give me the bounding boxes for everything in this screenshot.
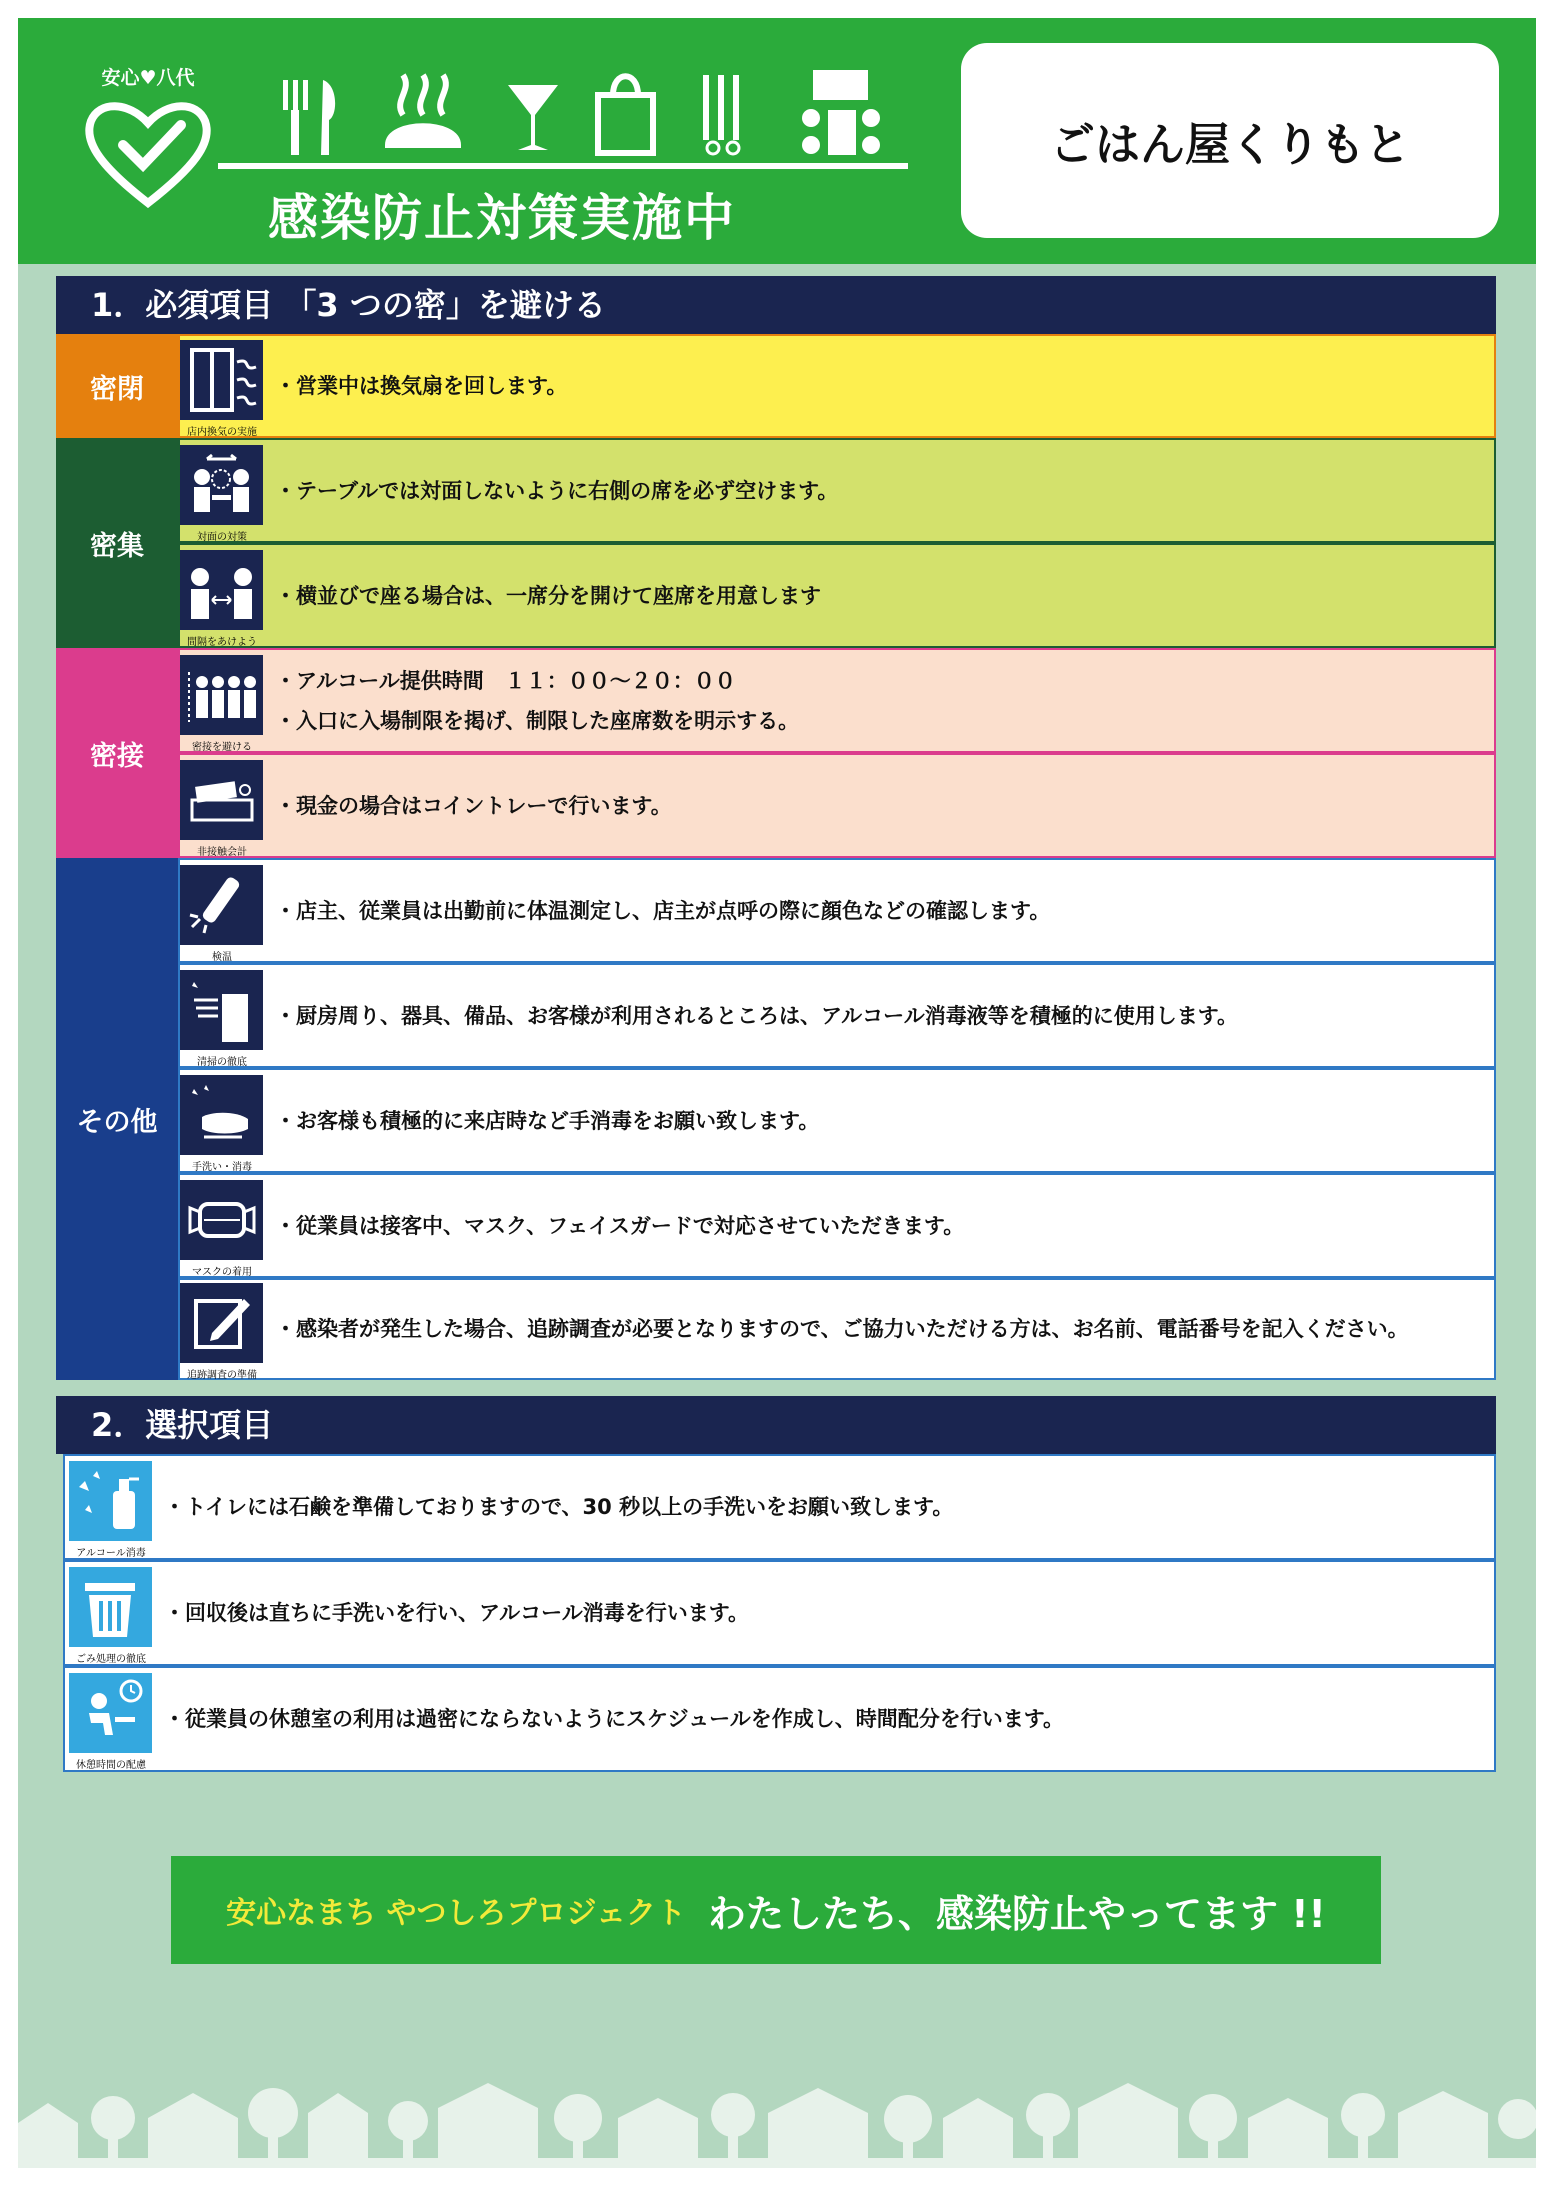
project-name: 安心なまち やつしろプロジェクト xyxy=(226,1896,686,1931)
icon-caption: 手洗い・消毒 xyxy=(192,1161,252,1173)
flyer-page xyxy=(18,18,1536,2168)
category-other: その他 xyxy=(56,858,178,1380)
list-item xyxy=(178,648,1496,753)
industry-icons-row xyxy=(263,60,923,160)
row-text: ・横並びで座る場合は、一席分を開けて座席を用意します xyxy=(275,583,821,608)
icon-caption: 休憩時間の配慮 xyxy=(76,1760,146,1771)
list-item xyxy=(178,858,1496,963)
section2-header: 2．選択項目 xyxy=(56,1396,1496,1454)
meeting-people-icon xyxy=(802,70,880,155)
header-banner xyxy=(18,18,1536,264)
header-divider xyxy=(218,163,908,169)
alcohol-icon xyxy=(69,1461,152,1541)
handwash-icon xyxy=(180,1075,263,1155)
break-time-icon xyxy=(69,1673,152,1753)
row-text: ・トイレには石鹸を準備しておりますので、30 秒以上の手洗いをお願い致します。 xyxy=(164,1495,954,1519)
row-text: ・店主、従業員は出勤前に体温測定し、店主が点呼の際に顔色などの確認します。 xyxy=(275,898,1051,923)
trash-icon xyxy=(69,1567,152,1647)
list-item xyxy=(178,963,1496,1068)
banner-title: 感染防止対策実施中 xyxy=(268,189,736,247)
cocktail-icon xyxy=(508,85,558,150)
icon-caption: 密接を避ける xyxy=(192,741,252,753)
category-closed: 密閉 xyxy=(56,334,178,438)
row-text: ・営業中は換気扇を回します。 xyxy=(275,374,568,398)
list-item xyxy=(178,1278,1496,1380)
row-text: ・厨房周り、器具、備品、お客様が利用されるところは、アルコール消毒液等を積極的に使用します。 xyxy=(275,1003,1239,1028)
icon-caption: 対面の対策 xyxy=(197,531,247,543)
tracing-icon xyxy=(180,1283,263,1363)
cleaning-icon xyxy=(180,970,263,1050)
slogan: わたしたち、感染防止やってます !! xyxy=(707,1891,1326,1936)
list-item xyxy=(178,543,1496,648)
section1-header: 1．必須項目 「3 つの密」を避ける xyxy=(56,276,1496,334)
icon-caption: 清掃の徹底 xyxy=(197,1056,247,1068)
icon-caption: マスクの着用 xyxy=(192,1266,252,1278)
list-item xyxy=(63,1560,1496,1666)
row-text: ・お客様も積極的に来店時など手消毒をお願い致します。 xyxy=(275,1108,820,1133)
icon-caption: 非接触会計 xyxy=(197,846,247,858)
hot-spring-icon xyxy=(388,75,458,145)
list-item xyxy=(63,1666,1496,1772)
row-text: ・アルコール提供時間 １１：００～２０：００ ・入口に入場制限を掲げ、制限した座席数を明示する。 xyxy=(275,668,800,733)
list-item xyxy=(178,1173,1496,1278)
row-text: ・テーブルでは対面しないように右側の席を必ず空けます。 xyxy=(275,478,839,503)
townscape-illustration xyxy=(18,2063,1536,2168)
list-item xyxy=(178,334,1496,438)
list-item xyxy=(63,1454,1496,1560)
icon-caption: ごみ処理の徹底 xyxy=(76,1654,146,1665)
icon-caption: 間隔をあけよう xyxy=(187,636,257,648)
avoid-contact-icon xyxy=(180,655,263,735)
icon-caption: 検温 xyxy=(212,951,232,963)
row-text: ・従業員は接客中、マスク、フェイスガードで対応させていただきます。 xyxy=(275,1213,965,1238)
icon-caption: 追跡調査の準備 xyxy=(187,1370,257,1381)
mask-icon xyxy=(180,1180,263,1260)
ventilation-icon xyxy=(180,340,263,420)
category-close-contact: 密接 xyxy=(56,648,178,858)
shop-name: ごはん屋くりもと xyxy=(1049,118,1410,171)
shop-name-box xyxy=(961,43,1499,238)
category-crowded: 密集 xyxy=(56,438,178,648)
shopping-bag-icon xyxy=(598,76,653,153)
face-to-face-icon xyxy=(180,445,263,525)
list-item xyxy=(178,1068,1496,1173)
row-text: ・回収後は直ちに手洗いを行い、アルコール消毒を行います。 xyxy=(164,1601,750,1625)
distance-icon xyxy=(180,550,263,630)
logo-text: 安心♥八代 xyxy=(101,67,195,89)
footer-banner xyxy=(171,1856,1381,1964)
anshin-yatsushiro-logo xyxy=(73,63,223,213)
barber-icon xyxy=(703,75,739,154)
row-text: ・現金の場合はコイントレーで行います。 xyxy=(275,793,672,818)
thermometer-icon xyxy=(180,865,263,945)
list-item xyxy=(178,753,1496,858)
cashless-icon xyxy=(180,760,263,840)
row-text: ・感染者が発生した場合、追跡調査が必要となりますので、ご協力いただける方は、お名前、電話番号を記入ください。 xyxy=(275,1317,1409,1341)
row-text: ・従業員の休憩室の利用は過密にならないようにスケジュールを作成し、時間配分を行います。 xyxy=(164,1707,1065,1731)
list-item xyxy=(178,438,1496,543)
icon-caption: アルコール消毒 xyxy=(76,1548,146,1559)
fork-knife-icon xyxy=(283,80,335,155)
icon-caption: 店内換気の実施 xyxy=(187,427,257,438)
